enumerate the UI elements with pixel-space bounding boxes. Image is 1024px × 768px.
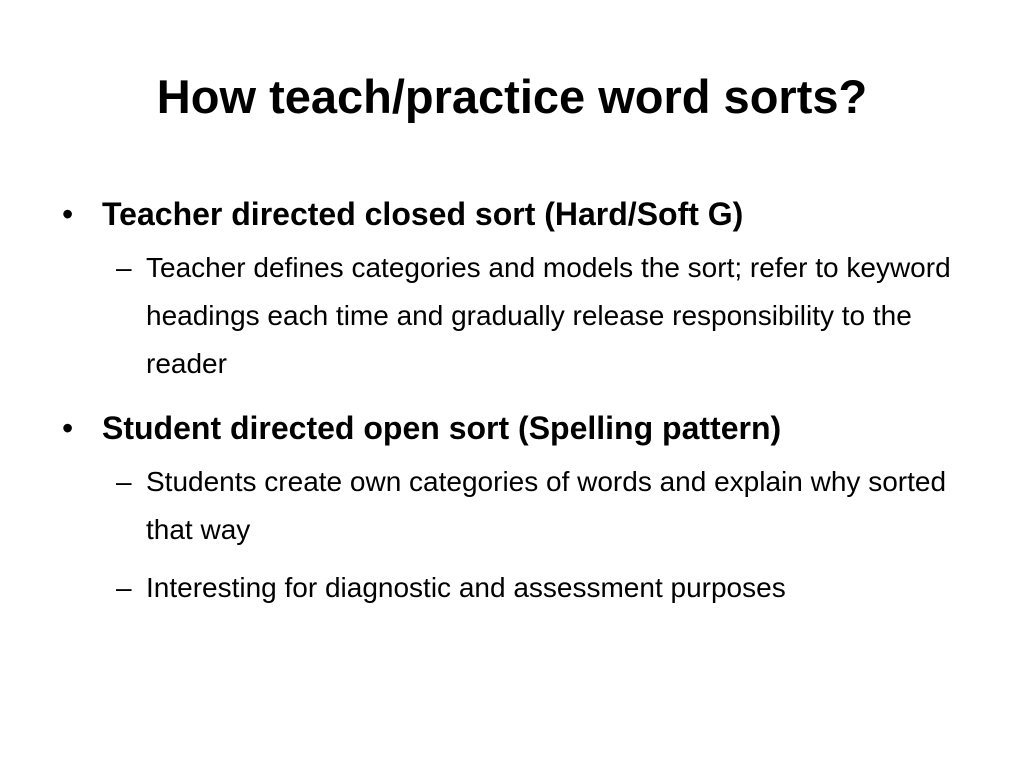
- bullet-item: [62, 402, 982, 612]
- bullet-list: [62, 188, 982, 626]
- dash-marker: –: [116, 252, 132, 283]
- sub-list: [102, 458, 982, 612]
- sub-item-text: Students create own categories of words and explain why sorted that way: [146, 466, 947, 545]
- bullet-text: Student directed open sort (Spelling pattern): [102, 410, 782, 446]
- slide-title: How teach/practice word sorts?: [156, 70, 868, 123]
- sub-item-text: Interesting for diagnostic and assessment purposes: [146, 572, 786, 603]
- bullet-item: [62, 188, 982, 388]
- sub-list: [102, 244, 982, 388]
- bullet-marker: •: [62, 196, 74, 232]
- bullet-text: Teacher directed closed sort (Hard/Soft G): [102, 196, 744, 232]
- bullet-marker: •: [62, 410, 74, 446]
- dash-marker: –: [116, 466, 132, 497]
- sub-item: [102, 564, 982, 612]
- dash-marker: –: [116, 572, 132, 603]
- sub-item: [102, 458, 982, 554]
- sub-item-text: Teacher defines categories and models the sort; refer to keyword headings each time and gradually release responsibility to the reader: [146, 252, 951, 379]
- sub-item: [102, 244, 982, 388]
